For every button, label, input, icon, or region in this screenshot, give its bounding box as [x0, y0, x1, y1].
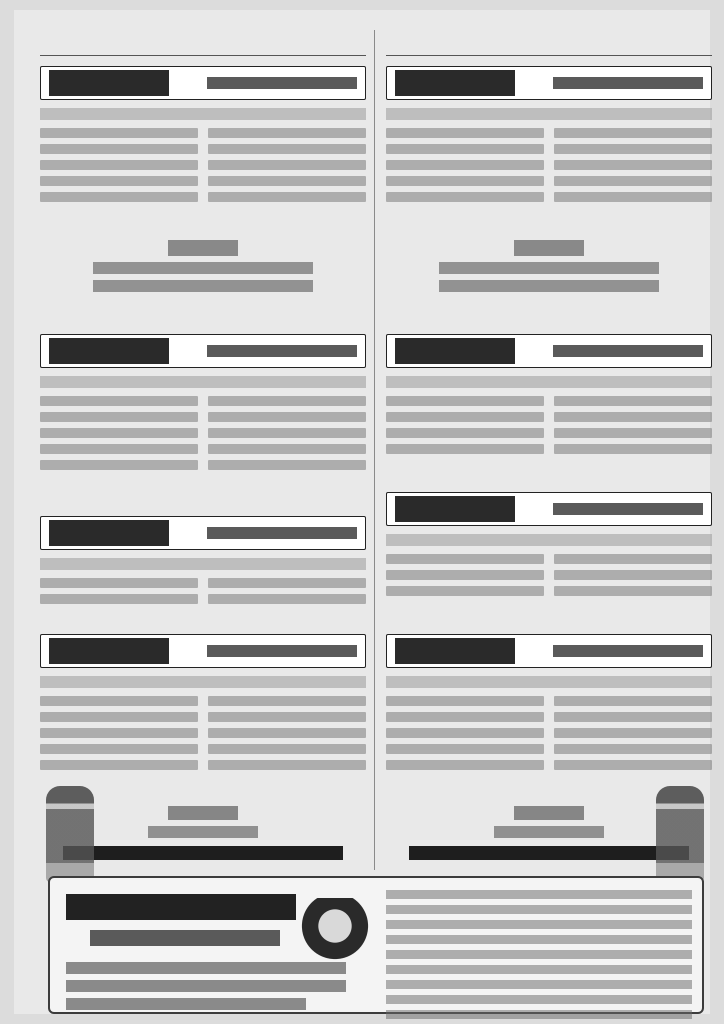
cast-list	[386, 696, 712, 770]
cast-line	[554, 696, 712, 706]
cast-line	[554, 144, 712, 154]
cast-line	[386, 728, 544, 738]
banner-body-line	[386, 950, 692, 959]
cast-list	[40, 578, 366, 604]
cast-line	[40, 192, 198, 202]
day-two-column	[386, 30, 712, 870]
cast-line	[208, 428, 366, 438]
cast-line	[386, 128, 544, 138]
banner-title	[66, 894, 296, 920]
cast-list	[40, 128, 366, 202]
cast-list	[386, 554, 712, 596]
program-subtitle	[553, 77, 703, 89]
program-synopsis	[40, 108, 366, 120]
program-block	[386, 66, 712, 202]
program-title-bar	[386, 492, 712, 526]
cast-line	[208, 444, 366, 454]
cast-line	[40, 728, 198, 738]
interval-time	[168, 240, 238, 256]
cast-line	[40, 396, 198, 406]
cast-line	[386, 444, 544, 454]
banner-body-line	[386, 995, 692, 1004]
cast-line	[386, 192, 544, 202]
cast-line	[208, 712, 366, 722]
program-block	[386, 492, 712, 596]
interval-line	[93, 280, 313, 292]
cast-line	[386, 160, 544, 170]
interval-line	[93, 262, 313, 274]
program-title	[49, 520, 169, 546]
program-title-bar	[386, 634, 712, 668]
interval-line	[439, 280, 659, 292]
interval-time	[514, 240, 584, 256]
program-subtitle	[207, 345, 357, 357]
cast-line	[208, 144, 366, 154]
banner-body-line	[386, 980, 692, 989]
program-title-bar	[40, 634, 366, 668]
cast-line	[386, 412, 544, 422]
cast-line	[386, 554, 544, 564]
cast-line	[208, 176, 366, 186]
cast-line	[40, 412, 198, 422]
banner-body-line	[386, 905, 692, 914]
banner-body-line	[386, 935, 692, 944]
program-block	[386, 634, 712, 770]
cast-line	[208, 160, 366, 170]
program-title	[395, 496, 515, 522]
cast-line	[40, 712, 198, 722]
cast-line	[386, 712, 544, 722]
program-title-bar	[40, 516, 366, 550]
flyer-sheet	[14, 10, 710, 1014]
cast-line	[386, 586, 544, 596]
cast-line	[554, 760, 712, 770]
program-synopsis	[386, 376, 712, 388]
closing-band	[63, 846, 343, 860]
cast-list	[386, 128, 712, 202]
lecture-banner	[48, 876, 704, 1014]
cast-line	[554, 428, 712, 438]
program-synopsis	[386, 676, 712, 688]
program-title	[49, 70, 169, 96]
banner-body-line	[386, 1010, 692, 1019]
cast-line	[554, 712, 712, 722]
cast-line	[40, 744, 198, 754]
program-synopsis	[40, 376, 366, 388]
cast-line	[554, 570, 712, 580]
noh-mask-illustration	[300, 898, 370, 968]
cast-line	[40, 128, 198, 138]
program-subtitle	[207, 527, 357, 539]
cast-line	[40, 460, 198, 470]
program-title-bar	[386, 66, 712, 100]
closing-time	[494, 826, 604, 838]
cast-line	[40, 176, 198, 186]
interval-block	[386, 230, 712, 298]
program-subtitle	[207, 77, 357, 89]
cast-list	[40, 396, 366, 470]
cast-line	[208, 578, 366, 588]
program-synopsis	[40, 676, 366, 688]
cast-line	[554, 412, 712, 422]
program-block	[40, 334, 366, 470]
cast-line	[554, 396, 712, 406]
cast-line	[208, 594, 366, 604]
performer-illustration	[656, 786, 704, 882]
banner-subtitle	[90, 930, 280, 946]
closing-time	[148, 826, 258, 838]
banner-detail	[66, 998, 306, 1010]
banner-detail	[66, 980, 346, 992]
cast-line	[554, 554, 712, 564]
performer-illustration	[46, 786, 94, 882]
banner-body-line	[386, 965, 692, 974]
cast-line	[208, 396, 366, 406]
program-subtitle	[553, 645, 703, 657]
cast-line	[208, 696, 366, 706]
cast-line	[40, 428, 198, 438]
program-subtitle	[553, 345, 703, 357]
cast-line	[386, 696, 544, 706]
program-title-bar	[40, 334, 366, 368]
program-block	[386, 334, 712, 454]
program-subtitle	[207, 645, 357, 657]
closing-heading	[514, 806, 584, 820]
program-title	[49, 338, 169, 364]
cast-line	[386, 428, 544, 438]
cast-line	[40, 594, 198, 604]
cast-line	[554, 744, 712, 754]
cast-line	[40, 760, 198, 770]
program-block	[40, 66, 366, 202]
cast-line	[208, 744, 366, 754]
cast-list	[40, 696, 366, 770]
program-block	[40, 516, 366, 604]
cast-line	[554, 192, 712, 202]
cast-line	[386, 570, 544, 580]
program-synopsis	[40, 558, 366, 570]
banner-body-line	[386, 920, 692, 929]
day-heading	[386, 30, 712, 56]
cast-line	[386, 760, 544, 770]
cast-line	[554, 586, 712, 596]
closing-band	[409, 846, 689, 860]
program-synopsis	[386, 534, 712, 546]
cast-line	[554, 728, 712, 738]
cast-line	[554, 160, 712, 170]
cast-line	[554, 128, 712, 138]
interval-block	[40, 230, 366, 298]
cast-line	[208, 412, 366, 422]
program-title	[395, 338, 515, 364]
cast-line	[208, 728, 366, 738]
cast-line	[208, 460, 366, 470]
banner-body-line	[386, 890, 692, 899]
program-block	[40, 634, 366, 770]
day-heading	[40, 30, 366, 56]
program-title	[395, 638, 515, 664]
cast-line	[554, 176, 712, 186]
day-one-column	[40, 30, 366, 870]
cast-line	[386, 176, 544, 186]
cast-line	[40, 444, 198, 454]
program-title-bar	[386, 334, 712, 368]
cast-line	[40, 696, 198, 706]
cast-list	[386, 396, 712, 454]
cast-line	[40, 578, 198, 588]
cast-line	[208, 128, 366, 138]
cast-line	[386, 144, 544, 154]
cast-line	[40, 144, 198, 154]
closing-heading	[168, 806, 238, 820]
program-title	[395, 70, 515, 96]
interval-line	[439, 262, 659, 274]
program-title	[49, 638, 169, 664]
banner-body	[386, 890, 692, 1000]
cast-line	[208, 192, 366, 202]
program-synopsis	[386, 108, 712, 120]
cast-line	[386, 744, 544, 754]
cast-line	[554, 444, 712, 454]
column-divider	[374, 30, 375, 870]
cast-line	[386, 396, 544, 406]
program-subtitle	[553, 503, 703, 515]
cast-line	[208, 760, 366, 770]
cast-line	[40, 160, 198, 170]
program-title-bar	[40, 66, 366, 100]
